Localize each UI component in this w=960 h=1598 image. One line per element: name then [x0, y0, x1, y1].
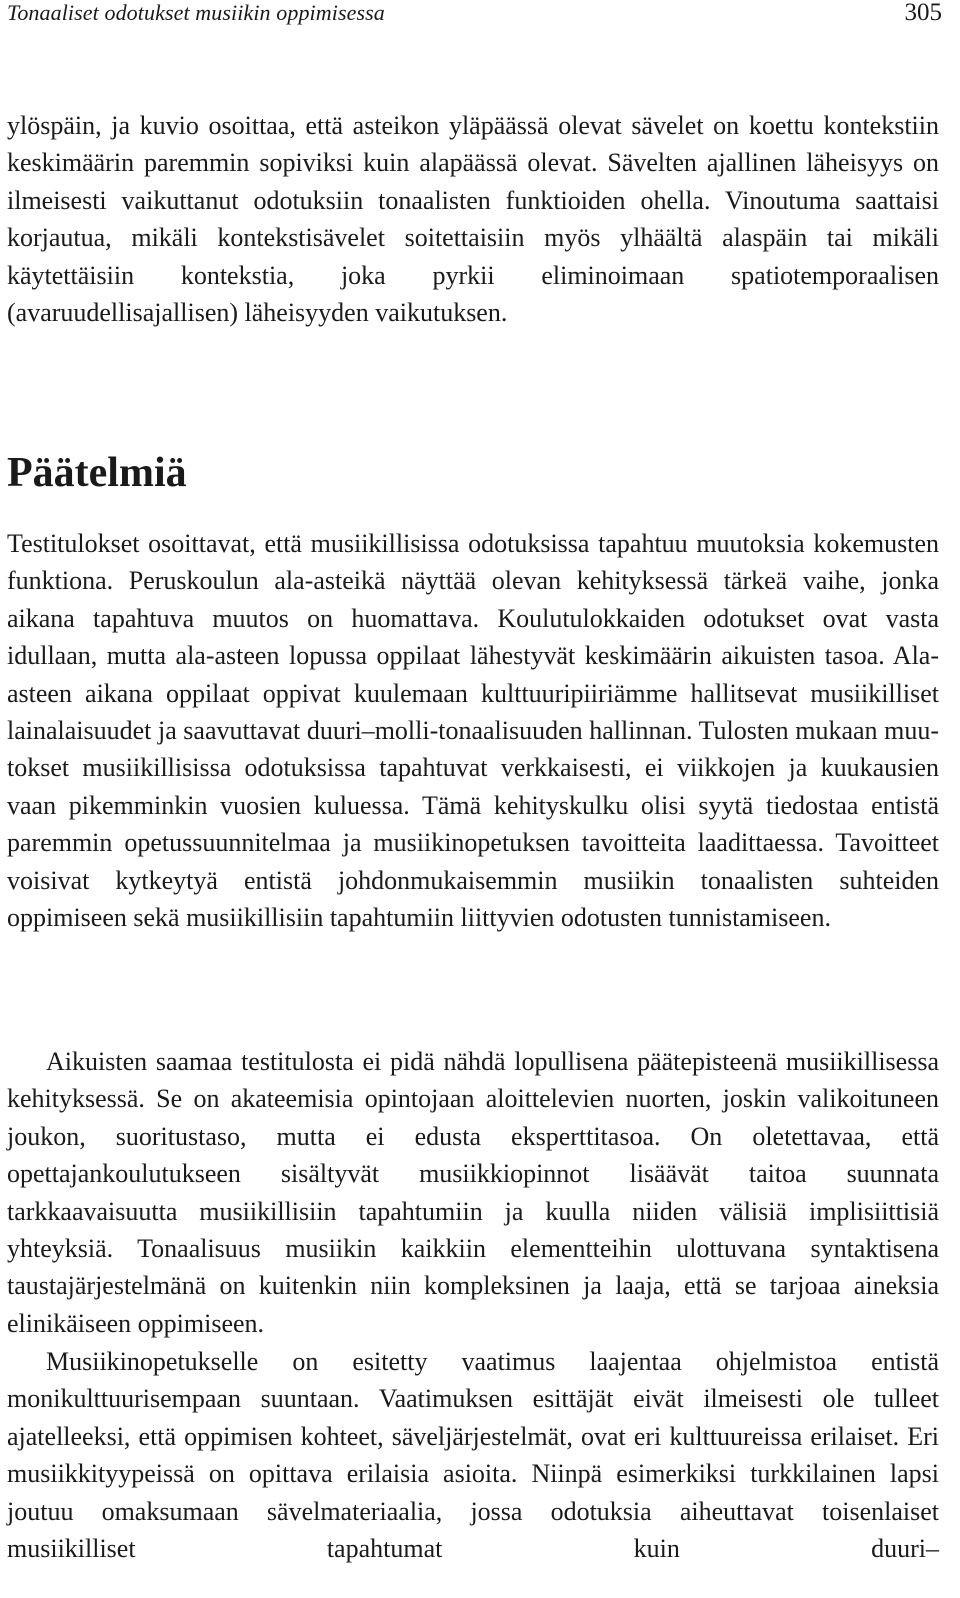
page-number: 305: [904, 0, 942, 26]
paragraph-conclusions-3: Musiikinopetukselle on esitetty vaatimus laajentaa ohjelmistoa entistä monikulttuurisempaan suuntaan. Vaatimuksen esittäjät eivät ilmeisesti ole tulleet ajatelleeksi, että oppimisen kohteet, säveljärjestelmät, ovat eri kulttuureissa erilaiset. Eri musiikkityypeissä on opittava erilaisia asioita. Niinpä esimerkiksi turkkilainen lapsi joutuu omaksumaan sävelmateriaalia, jossa odotuksia aiheuttavat toisenlaiset musiikilliset tapahtumat kuin duuri–: [7, 1347, 939, 1564]
running-header: [7, 0, 942, 40]
paragraph-continued: ylöspäin, ja kuvio osoittaa, että asteikon yläpäässä olevat sävelet on koettu kontekstiin keskimäärin paremmin sopiviksi kuin alapäässä olevat. Sävelten ajallinen läheisyys on ilmeisesti vaikuttanut odotuksiin tonaalisten funktioiden ohella. Vinoutuma saattaisi korjautua, mikäli kontekstisävelet soitettaisiin myös ylhäältä alaspäin tai mikäli käytettäisiin kontekstia, joka pyrkii eliminoimaan spatiotemporaalisen (avaruudellisajallisen) läheisyyden vaikutuksen.: [7, 111, 939, 328]
section-heading: Päätelmiä: [7, 450, 187, 496]
paragraph-conclusions-2: Aikuisten saamaa testitulosta ei pidä nähdä lopullisena päätepisteenä musiikillisessa kehityksessä. Se on akateemisia opintojaan aloittelevien nuorten, joskin valikoituneen joukon, suoritustaso, mutta ei edusta eksperttitasoa. On oletettavaa, että opettajankoulutukseen sisältyvät musiikkiopinnot lisäävät taitoa suunnata tarkkaavaisuutta musiikillisiin tapahtumiin ja kuulla niiden välisiä implisiittisiä yhteyksiä. Tonaalisuus musiikin kaikkiin elementteihin ulottuvana syntaktisena taustajärjestelmänä on kuitenkin niin kompleksinen ja laaja, että se tarjoaa aineksia elinikäiseen oppimiseen.: [7, 1047, 939, 1338]
running-title: Tonaaliset odotukset musiikin oppimisessa: [7, 0, 385, 25]
paragraph-conclusions-1: Testitulokset osoittavat, että musiikillisissa odotuksissa tapahtuu muutoksia kokemusten funktiona. Peruskoulun ala-asteikä näyttää olevan kehityksessä tärkeä vaihe, jonka aikana tapahtuva muutos on huomattava. Koulutulokkaiden odotukset ovat vasta idullaan, mutta ala-asteen lopussa oppilaat lähestyvät keskimäärin aikuisten tasoa. Ala-asteen aikana oppilaat oppivat kuulemaan kulttuuripiiriämme hallitsevat musiikilliset lainalaisuudet ja saavuttavat duuri–molli-tonaalisuuden hallinnan. Tulosten mukaan muutokset musiikillisissa odotuksissa tapahtuvat verkkaisesti, ei viikkojen ja kuukausien vaan pikemminkin vuosien kuluessa. Tämä kehityskulku olisi syytä tiedostaa entistä paremmin opetussuunnitelmaa ja musiikinopetuksen tavoitteita laadittaessa. Tavoitteet voisivat kytkeytyä entistä johdonmukaisemmin musiikin tonaalisten suhteiden oppimiseen sekä musiikillisiin tapahtumiin liittyvien odotusten tunnistamiseen.: [7, 529, 939, 933]
